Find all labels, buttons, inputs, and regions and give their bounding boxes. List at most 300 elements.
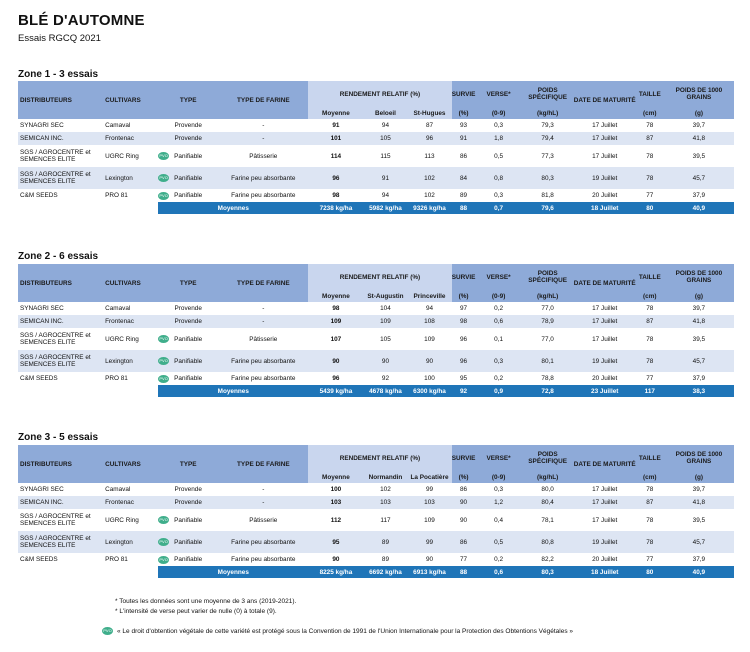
cell-site-2: 102 bbox=[407, 167, 451, 189]
cell-site-1: 103 bbox=[363, 496, 407, 509]
pvo-leaf-icon: PVO bbox=[103, 628, 112, 633]
header-taille-unit: (cm) bbox=[636, 471, 664, 483]
cell-pmg: 41,8 bbox=[664, 496, 734, 509]
avg-moyenne: 8225 kg/ha bbox=[308, 566, 363, 578]
cell-site-1: 92 bbox=[381, 375, 390, 382]
table-row bbox=[18, 350, 734, 372]
cell-site-2: 90 bbox=[407, 350, 451, 372]
header-moyenne: Moyenne bbox=[308, 107, 363, 119]
header-survie-unit: (%) bbox=[452, 471, 476, 483]
cell-pmg: 37,9 bbox=[692, 192, 706, 199]
cell-type: Panifiable bbox=[158, 531, 218, 553]
header-pmg-unit: (g) bbox=[664, 290, 734, 302]
cell-taille: 78 bbox=[636, 531, 664, 553]
table-row bbox=[18, 167, 734, 189]
cell-survie: 89 bbox=[459, 192, 468, 199]
table-row bbox=[18, 553, 734, 566]
table-row bbox=[18, 328, 734, 350]
table-row bbox=[18, 145, 734, 167]
table-row bbox=[18, 496, 734, 509]
cell-poids: 79,4 bbox=[522, 132, 574, 145]
pvo-leaf-icon: PVO bbox=[159, 358, 168, 363]
cell-site-1: 91 bbox=[363, 167, 407, 189]
cell-poids: 79,3 bbox=[541, 122, 554, 129]
cell-taille: 78 bbox=[646, 516, 654, 524]
cell-site-1: 94 bbox=[381, 192, 390, 199]
cell-site-1: 102 bbox=[380, 486, 391, 493]
cell-pmg: 37,9 bbox=[692, 556, 706, 563]
header-verse: VERSE* bbox=[476, 81, 522, 107]
header-pmg-unit: (g) bbox=[664, 107, 734, 119]
header-distributeurs: DISTRIBUTEURS bbox=[18, 445, 103, 483]
page-subtitle: Essais RGCQ 2021 bbox=[18, 33, 101, 44]
header-poids-unit: (kg/hL) bbox=[522, 471, 574, 483]
avg-site-1: 4678 kg/ha bbox=[363, 385, 407, 397]
table-row bbox=[18, 132, 734, 145]
footnotes bbox=[115, 597, 296, 617]
cultivar-name: UGRC Ring bbox=[105, 152, 139, 160]
cell-pmg: 39,5 bbox=[692, 516, 706, 524]
cell-verse: 0,3 bbox=[476, 350, 522, 372]
cell-verse: 0,5 bbox=[476, 531, 522, 553]
table-row bbox=[18, 372, 734, 385]
cell-site-2: 94 bbox=[425, 305, 434, 312]
header-survie: SURVIE bbox=[452, 445, 476, 471]
cell-poids: 80,4 bbox=[522, 496, 574, 509]
cell-moyenne: 109 bbox=[308, 315, 363, 328]
cell-site-2: 102 bbox=[424, 192, 435, 199]
cell-survie: 86 bbox=[459, 486, 468, 493]
avg-site-2: 6300 kg/ha bbox=[407, 385, 451, 397]
header-type-farine: TYPE DE FARINE bbox=[218, 445, 308, 483]
header-verse-unit: (0-9) bbox=[476, 471, 522, 483]
cell-poids: 77,3 bbox=[541, 152, 554, 160]
cell-distributeur: SEMICAN INC. bbox=[18, 132, 103, 145]
cell-cultivar bbox=[103, 119, 158, 132]
cell-site-2: 109 bbox=[424, 335, 435, 343]
cell-verse: 1,8 bbox=[476, 132, 522, 145]
cell-verse: 0,3 bbox=[494, 192, 504, 199]
zone-title: Zone 1 - 3 essais bbox=[18, 69, 99, 80]
cell-site-1: 89 bbox=[363, 531, 407, 553]
cell-date: 17 Juillet bbox=[574, 315, 636, 328]
pvo-leaf-icon: PVO bbox=[159, 517, 168, 522]
cell-poids: 77,0 bbox=[541, 335, 554, 343]
table-row bbox=[18, 531, 734, 553]
cell-date: 17 Juillet bbox=[592, 152, 618, 160]
cell-taille: 78 bbox=[636, 167, 664, 189]
avg-date: 23 Juillet bbox=[574, 385, 636, 397]
pvo-leaf-icon: PVO bbox=[159, 175, 168, 180]
cell-distributeur: C&M SEEDS bbox=[20, 192, 58, 199]
cell-type: Provende bbox=[158, 496, 218, 509]
cell-date: 20 Juillet bbox=[592, 375, 618, 382]
cell-survie: 77 bbox=[459, 556, 468, 563]
cell-poids: 80,8 bbox=[522, 531, 574, 553]
cell-poids: 77,0 bbox=[541, 305, 554, 312]
header-cultivars: CULTIVARS bbox=[103, 445, 158, 483]
avg-pmg: 38,3 bbox=[664, 385, 734, 397]
cell-type: Panifiable bbox=[174, 375, 203, 382]
cell-poids: 80,0 bbox=[541, 486, 554, 493]
cell-moyenne: 95 bbox=[308, 531, 363, 553]
cell-site-1: 117 bbox=[380, 516, 391, 524]
pvo-leaf-icon: PVO bbox=[159, 556, 168, 562]
header-cultivars: CULTIVARS bbox=[103, 264, 158, 302]
cell-type-farine: - bbox=[218, 315, 308, 328]
cell-survie: 91 bbox=[452, 132, 476, 145]
cell-date: 17 Juillet bbox=[592, 122, 618, 129]
cell-moyenne: 96 bbox=[332, 375, 340, 382]
table-row bbox=[18, 119, 734, 132]
avg-moyenne: 5439 kg/ha bbox=[308, 385, 363, 397]
cell-moyenne: 90 bbox=[332, 556, 340, 563]
cell-distributeur: SGS / AGROCENTRE et SEMENCES ELITE bbox=[18, 531, 103, 553]
header-distributeurs: DISTRIBUTEURS bbox=[18, 264, 103, 302]
averages-label: Moyennes bbox=[158, 385, 308, 397]
cell-site-2: 108 bbox=[407, 315, 451, 328]
cell-moyenne: 114 bbox=[330, 152, 342, 160]
avg-verse: 0,6 bbox=[476, 566, 522, 578]
header-date: DATE DE MATURITÉ bbox=[574, 264, 636, 302]
cell-site-2: 90 bbox=[425, 556, 434, 563]
pvo-leaf-icon: PVO bbox=[159, 153, 168, 158]
header-site-2: La Pocatière bbox=[407, 471, 451, 483]
cell-moyenne: 98 bbox=[332, 192, 340, 199]
averages-label: Moyennes bbox=[158, 202, 308, 214]
cell-date: 20 Juillet bbox=[592, 556, 618, 563]
cell-moyenne: 103 bbox=[308, 496, 363, 509]
header-moyenne: Moyenne bbox=[308, 471, 363, 483]
cell-type-farine: - bbox=[218, 132, 308, 145]
cell-site-2: 87 bbox=[425, 122, 434, 129]
cell-type: Panifiable bbox=[174, 192, 203, 199]
cell-taille: 87 bbox=[636, 315, 664, 328]
cell-site-1: 105 bbox=[363, 132, 407, 145]
cell-cultivar bbox=[103, 350, 168, 372]
cell-site-2: 100 bbox=[424, 375, 435, 382]
cell-poids: 78,8 bbox=[541, 375, 554, 382]
cell-site-2: 99 bbox=[425, 486, 434, 493]
cell-survie: 90 bbox=[452, 496, 476, 509]
cell-type: Provende bbox=[174, 305, 202, 312]
cell-type-farine: Farine peu absorbante bbox=[231, 375, 296, 382]
cell-distributeur: C&M SEEDS bbox=[20, 375, 58, 382]
cell-type: Panifiable bbox=[174, 152, 203, 160]
cultivar-name: PRO 81 bbox=[105, 375, 128, 382]
footnote-verse: * L'intensité de verse peut varier de nulle (0) à totale (9). bbox=[115, 608, 277, 615]
cell-cultivar bbox=[103, 328, 168, 350]
cell-taille: 78 bbox=[636, 350, 664, 372]
cultivar-name: Camaval bbox=[105, 486, 131, 493]
table-row bbox=[18, 302, 734, 315]
cell-type: Provende bbox=[174, 122, 202, 129]
cell-taille: 77 bbox=[646, 556, 654, 563]
cell-pmg: 41,8 bbox=[664, 315, 734, 328]
cell-survie: 84 bbox=[452, 167, 476, 189]
cell-distributeur: C&M SEEDS bbox=[20, 556, 58, 563]
cell-site-2: 109 bbox=[424, 516, 435, 524]
table-row bbox=[18, 483, 734, 496]
cultivar-name: Frontenac bbox=[105, 318, 134, 325]
header-type-farine: TYPE DE FARINE bbox=[218, 81, 308, 119]
cell-moyenne: 112 bbox=[330, 516, 342, 524]
header-pmg: POIDS DE 1000 GRAINS bbox=[664, 445, 734, 471]
header-rendement: RENDEMENT RELATIF (%) bbox=[308, 264, 451, 290]
cell-taille: 78 bbox=[646, 305, 654, 312]
header-rendement: RENDEMENT RELATIF (%) bbox=[308, 445, 451, 471]
cell-verse: 0,1 bbox=[494, 335, 504, 343]
cell-verse: 0,2 bbox=[494, 375, 504, 382]
cell-survie: 86 bbox=[452, 531, 476, 553]
avg-site-1: 5982 kg/ha bbox=[363, 202, 407, 214]
avg-verse: 0,9 bbox=[476, 385, 522, 397]
header-taille-unit: (cm) bbox=[636, 107, 664, 119]
cell-taille: 77 bbox=[646, 192, 654, 199]
cultivar-name: Frontenac bbox=[105, 499, 134, 506]
avg-date: 18 Juillet bbox=[574, 566, 636, 578]
header-verse: VERSE* bbox=[476, 445, 522, 471]
cell-moyenne: 101 bbox=[308, 132, 363, 145]
header-taille: TAILLE bbox=[636, 264, 664, 290]
cell-date: 19 Juillet bbox=[574, 167, 636, 189]
cultivar-name: PRO 81 bbox=[105, 192, 128, 199]
cell-verse: 1,2 bbox=[476, 496, 522, 509]
cell-type: Panifiable bbox=[158, 350, 218, 372]
cell-taille: 78 bbox=[646, 335, 654, 343]
cell-date: 17 Juillet bbox=[592, 486, 618, 493]
header-survie: SURVIE bbox=[452, 264, 476, 290]
averages-label: Moyennes bbox=[158, 566, 308, 578]
cell-survie: 97 bbox=[459, 305, 468, 312]
cell-cultivar bbox=[103, 315, 158, 328]
cell-site-1: 115 bbox=[380, 152, 391, 160]
header-date: DATE DE MATURITÉ bbox=[574, 81, 636, 119]
header-taille-unit: (cm) bbox=[636, 290, 664, 302]
cell-type: Panifiable bbox=[174, 516, 203, 524]
cell-date: 20 Juillet bbox=[592, 192, 618, 199]
cell-cultivar bbox=[103, 496, 158, 509]
header-verse-unit: (0-9) bbox=[476, 290, 522, 302]
cell-date: 17 Juillet bbox=[574, 496, 636, 509]
table-row bbox=[18, 189, 734, 202]
cell-moyenne: 107 bbox=[330, 335, 342, 343]
cell-verse: 0,5 bbox=[494, 152, 504, 160]
cell-cultivar bbox=[103, 189, 168, 202]
avg-poids: 79,6 bbox=[522, 202, 574, 214]
header-type-farine: TYPE DE FARINE bbox=[218, 264, 308, 302]
cell-moyenne: 100 bbox=[330, 486, 342, 493]
cell-survie: 95 bbox=[459, 375, 468, 382]
cell-survie: 96 bbox=[452, 350, 476, 372]
cell-pmg: 39,5 bbox=[692, 152, 706, 160]
avg-pmg: 40,9 bbox=[664, 202, 734, 214]
cell-site-2: 113 bbox=[424, 152, 435, 160]
avg-taille: 80 bbox=[636, 566, 664, 578]
cell-type-farine: - bbox=[262, 305, 265, 312]
cell-type-farine: Pâtisserie bbox=[249, 152, 278, 160]
cell-survie: 86 bbox=[459, 152, 468, 160]
header-pmg-unit: (g) bbox=[664, 471, 734, 483]
cell-distributeur: SGS / AGROCENTRE et SEMENCES ELITE bbox=[20, 149, 91, 163]
cell-type-farine: - bbox=[218, 496, 308, 509]
cell-poids: 78,1 bbox=[541, 516, 554, 524]
cultivar-name: Lexington bbox=[105, 174, 133, 182]
cell-date: 17 Juillet bbox=[592, 516, 618, 524]
avg-poids: 72,8 bbox=[522, 385, 574, 397]
cell-poids: 80,1 bbox=[522, 350, 574, 372]
cell-date: 19 Juillet bbox=[574, 531, 636, 553]
header-survie-unit: (%) bbox=[452, 107, 476, 119]
cell-pmg: 39,7 bbox=[692, 486, 706, 493]
cell-taille: 78 bbox=[646, 486, 654, 493]
cell-verse: 0,3 bbox=[494, 122, 504, 129]
cell-type: Provende bbox=[158, 315, 218, 328]
header-verse-unit: (0-9) bbox=[476, 107, 522, 119]
header-taille: TAILLE bbox=[636, 445, 664, 471]
cell-moyenne: 90 bbox=[308, 350, 363, 372]
avg-survie: 92 bbox=[452, 385, 476, 397]
header-moyenne: Moyenne bbox=[308, 290, 363, 302]
cell-site-1: 94 bbox=[381, 122, 390, 129]
cell-moyenne: 91 bbox=[332, 122, 340, 129]
cell-survie: 98 bbox=[452, 315, 476, 328]
cell-site-1: 105 bbox=[380, 335, 391, 343]
header-cultivars: CULTIVARS bbox=[103, 81, 158, 119]
avg-taille: 117 bbox=[636, 385, 664, 397]
cell-pmg: 39,7 bbox=[692, 305, 706, 312]
cell-date: 17 Juillet bbox=[592, 305, 618, 312]
avg-date: 18 Juillet bbox=[574, 202, 636, 214]
pvo-leaf-icon: PVO bbox=[159, 192, 168, 198]
header-verse: VERSE* bbox=[476, 264, 522, 290]
cell-poids: 82,2 bbox=[541, 556, 554, 563]
cell-type: Provende bbox=[158, 132, 218, 145]
pvo-legend-text: « Le droit d'obtention végétale de cette variété est protégé sous la Convention de 1991 de l'Union Internationale pour la Protection des Obtentions Végétales » bbox=[117, 627, 573, 635]
cell-site-1: 90 bbox=[363, 350, 407, 372]
cultivar-name: PRO 81 bbox=[105, 556, 128, 563]
cultivar-name: UGRC Ring bbox=[105, 335, 139, 343]
cell-type: Provende bbox=[174, 486, 202, 493]
cell-distributeur: SGS / AGROCENTRE et SEMENCES ELITE bbox=[20, 332, 91, 346]
cell-type-farine: - bbox=[262, 486, 265, 493]
avg-site-2: 9326 kg/ha bbox=[407, 202, 451, 214]
header-site-1: Normandin bbox=[363, 471, 407, 483]
cell-poids: 81,8 bbox=[541, 192, 554, 199]
cell-type-farine: Farine peu absorbante bbox=[218, 531, 308, 553]
cell-date: 17 Juillet bbox=[592, 335, 618, 343]
cell-verse: 0,8 bbox=[476, 167, 522, 189]
cell-moyenne: 96 bbox=[308, 167, 363, 189]
cell-type-farine: Farine peu absorbante bbox=[231, 192, 296, 199]
header-rendement: RENDEMENT RELATIF (%) bbox=[308, 81, 451, 107]
cell-site-1: 104 bbox=[380, 305, 391, 312]
header-poids: POIDS SPÉCIFIQUE bbox=[522, 445, 574, 471]
cell-site-2: 103 bbox=[407, 496, 451, 509]
cell-type-farine: Farine peu absorbante bbox=[218, 167, 308, 189]
header-site-1: St-Augustin bbox=[363, 290, 407, 302]
cell-cultivar bbox=[103, 509, 168, 531]
avg-verse: 0,7 bbox=[476, 202, 522, 214]
header-site-1: Beloeil bbox=[363, 107, 407, 119]
cell-distributeur: SGS / AGROCENTRE et SEMENCES ELITE bbox=[18, 167, 103, 189]
cell-type: Panifiable bbox=[174, 556, 203, 563]
cultivar-name: Camaval bbox=[105, 305, 131, 312]
header-date: DATE DE MATURITÉ bbox=[574, 445, 636, 483]
cell-pmg: 45,7 bbox=[664, 350, 734, 372]
cell-cultivar bbox=[103, 145, 168, 167]
header-type: TYPE bbox=[158, 81, 218, 119]
header-type: TYPE bbox=[158, 264, 218, 302]
avg-site-1: 6692 kg/ha bbox=[363, 566, 407, 578]
cell-poids: 80,3 bbox=[522, 167, 574, 189]
zone-title: Zone 3 - 5 essais bbox=[18, 432, 99, 443]
header-poids: POIDS SPÉCIFIQUE bbox=[522, 264, 574, 290]
cell-type: Panifiable bbox=[158, 167, 218, 189]
zone-table bbox=[18, 264, 734, 397]
cell-verse: 0,2 bbox=[494, 305, 504, 312]
header-site-2: Princeville bbox=[407, 290, 451, 302]
avg-moyenne: 7238 kg/ha bbox=[308, 202, 363, 214]
cell-type-farine: - bbox=[262, 122, 265, 129]
pvo-legend bbox=[102, 627, 573, 635]
zone-table bbox=[18, 445, 734, 578]
cell-taille: 78 bbox=[646, 122, 654, 129]
avg-poids: 80,3 bbox=[522, 566, 574, 578]
cell-type-farine: Farine peu absorbante bbox=[231, 556, 296, 563]
header-survie-unit: (%) bbox=[452, 290, 476, 302]
cell-verse: 0,2 bbox=[494, 556, 504, 563]
header-type: TYPE bbox=[158, 445, 218, 483]
cell-type: Panifiable bbox=[174, 335, 203, 343]
table-row bbox=[18, 315, 734, 328]
header-pmg: POIDS DE 1000 GRAINS bbox=[664, 264, 734, 290]
cell-taille: 77 bbox=[646, 375, 654, 382]
cell-pmg: 45,7 bbox=[664, 531, 734, 553]
cell-pmg: 39,7 bbox=[692, 122, 706, 129]
avg-site-2: 6913 kg/ha bbox=[407, 566, 451, 578]
cell-date: 19 Juillet bbox=[574, 350, 636, 372]
cell-survie: 93 bbox=[459, 122, 468, 129]
page-title: BLÉ D'AUTOMNE bbox=[18, 12, 145, 29]
cell-cultivar bbox=[103, 553, 168, 566]
header-site-2: St-Hugues bbox=[407, 107, 451, 119]
cultivar-name: UGRC Ring bbox=[105, 516, 139, 524]
cell-verse: 0,4 bbox=[494, 516, 504, 524]
cell-pmg: 45,7 bbox=[664, 167, 734, 189]
cell-site-1: 89 bbox=[381, 556, 390, 563]
avg-taille: 80 bbox=[636, 202, 664, 214]
cell-distributeur: SEMICAN INC. bbox=[18, 496, 103, 509]
cell-site-1: 109 bbox=[363, 315, 407, 328]
cultivar-name: Frontenac bbox=[105, 135, 134, 142]
cell-poids: 78,9 bbox=[522, 315, 574, 328]
table-row bbox=[18, 509, 734, 531]
cell-survie: 96 bbox=[459, 335, 468, 343]
cell-cultivar bbox=[103, 132, 158, 145]
pvo-leaf-icon: PVO bbox=[159, 539, 168, 544]
cell-cultivar bbox=[103, 167, 168, 189]
cell-site-2: 96 bbox=[407, 132, 451, 145]
header-poids-unit: (kg/hL) bbox=[522, 107, 574, 119]
cell-type-farine: Farine peu absorbante bbox=[218, 350, 308, 372]
cell-verse: 0,6 bbox=[476, 315, 522, 328]
cell-distributeur: SYNAGRI SEC bbox=[20, 486, 64, 493]
pvo-leaf-icon: PVO bbox=[159, 375, 168, 381]
cell-cultivar bbox=[103, 531, 168, 553]
averages-row bbox=[18, 385, 734, 397]
cell-type-farine: Pâtisserie bbox=[249, 516, 278, 524]
